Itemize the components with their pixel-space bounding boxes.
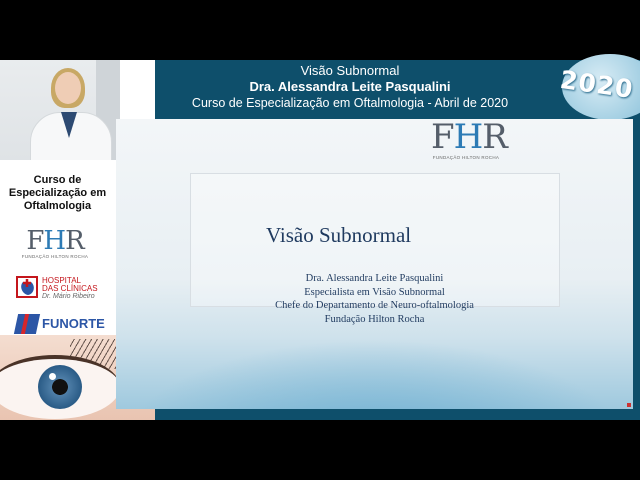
presenter-webcam — [0, 60, 120, 160]
slide-corner-marker — [627, 403, 631, 407]
funorte-mark-icon — [14, 314, 40, 334]
slide-fhr-logo-subtitle: FUNDAÇÃO HILTON ROCHA — [432, 155, 500, 160]
fhr-logo-subtitle: FUNDAÇÃO HILTON ROCHA — [21, 254, 89, 259]
slide-background-wave — [116, 339, 633, 409]
presentation-slide — [116, 119, 633, 409]
video-frame — [0, 60, 640, 420]
slide-credit-line: Especialista em Visão Subnormal — [304, 286, 445, 298]
slide-credit-line: Fundação Hilton Rocha — [324, 313, 425, 325]
funorte-logo — [16, 314, 116, 334]
funorte-text: FUNORTE — [42, 316, 105, 331]
course-header — [155, 60, 640, 116]
slide-title: Visão Subnormal — [266, 223, 412, 247]
hospital-line3: Dr. Mário Ribeiro — [42, 293, 95, 300]
slide-fhr-logo — [431, 117, 507, 160]
header-presenter: Dra. Alessandra Leite Pasqualini — [249, 79, 451, 94]
fhr-letter-h: H — [43, 226, 66, 256]
slide-credit-line: Chefe do Departamento de Neuro-oftalmologia — [275, 300, 474, 311]
course-title: Curso de Especialização em Oftalmologia — [8, 174, 107, 212]
slide-fhr-logo-mark — [431, 117, 507, 157]
header-course: Curso de Especialização em Oftalmologia - Abril de 2020 — [191, 96, 509, 110]
slide-credits — [116, 272, 633, 326]
year-badge-text: 2020 — [558, 65, 636, 104]
hospital-line1: HOSPITAL — [42, 276, 81, 285]
slide-fhr-letter-h: H — [453, 117, 483, 157]
hospital-cross-icon — [14, 274, 40, 300]
slide-fhr-letter-r: R — [482, 117, 507, 157]
fhr-letter-f: F — [26, 226, 44, 256]
hospital-name — [42, 277, 98, 301]
iris-art — [38, 365, 82, 409]
eye-glint — [49, 373, 56, 380]
slide-fhr-letter-f: F — [431, 117, 454, 157]
header-topic: Visão Subnormal — [300, 63, 400, 78]
presenter-face — [55, 72, 81, 104]
fhr-logo-mark — [20, 226, 90, 256]
slide-credit-line: Dra. Alessandra Leite Pasqualini — [305, 273, 444, 284]
hospital-clinicas-logo — [14, 274, 114, 304]
hospital-line2: DAS CLÍNICAS — [42, 284, 98, 293]
fhr-logo — [20, 226, 90, 259]
fhr-letter-r: R — [65, 226, 84, 256]
